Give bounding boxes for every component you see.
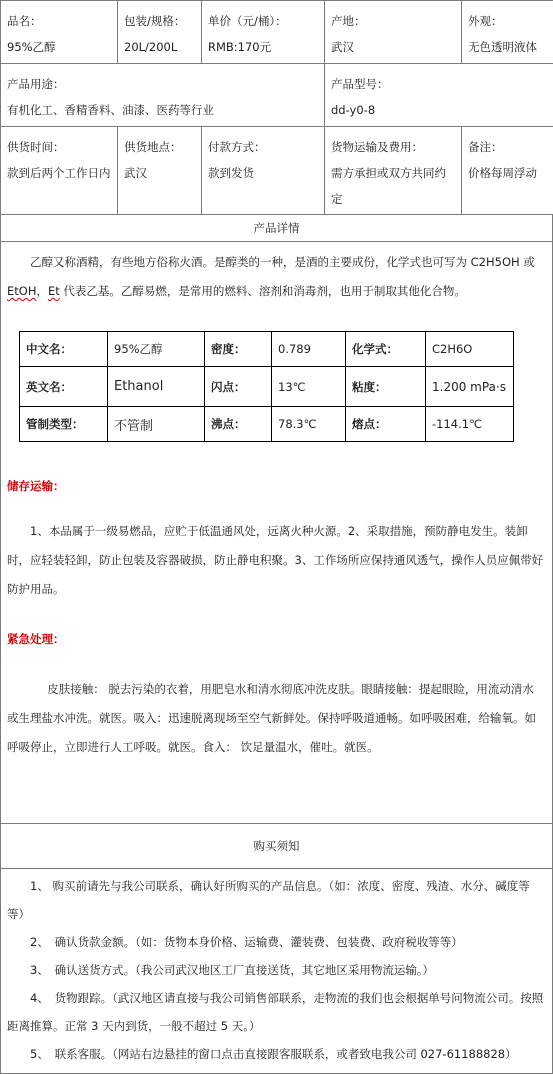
info-value: dd-y0-8	[331, 97, 547, 123]
spec-value: 不管制	[108, 407, 205, 442]
info-cell-origin	[325, 1, 462, 64]
info-label: 产地：	[331, 8, 455, 34]
purchase-item: 1、 购买前请先与我公司联系，确认好所购买的产品信息。（如：浓度、密度、残渣、水分、碱度等等）	[7, 872, 546, 928]
purchase-item: 4、 货物跟踪。（武汉地区请直接与我公司销售部联系，走物流的我们也会根据单号问物流公司。按照距离推算。正常 3 天内到货，一般不超过 5 天。）	[7, 984, 546, 1040]
intro-text-a: 乙醇又称酒精，有些地方俗称火酒。是醇类的一种，是酒的主要成份，化学式也可写为 C2H5OH 或	[30, 255, 535, 269]
info-label: 付款方式：	[208, 134, 318, 160]
spec-key: 粘度：	[346, 367, 426, 407]
intro-text-b1: EtOH	[7, 284, 36, 298]
spec-value: Ethanol	[108, 367, 205, 407]
spec-value: 13℃	[272, 367, 346, 407]
spec-key: 熔点：	[346, 407, 426, 442]
spec-key: 化学式：	[346, 332, 426, 367]
info-label: 品名：	[7, 8, 111, 34]
emergency-heading: 紧急处理：	[7, 631, 65, 647]
info-value: 无色透明液体	[468, 34, 547, 60]
info-cell-appearance	[462, 1, 553, 64]
spec-key: 密度：	[205, 332, 272, 367]
emergency-paragraph: 皮肤接触： 脱去污染的衣着，用肥皂水和清水彻底冲洗皮肤。眼睛接触：提起眼睑，用流动清水或生理盐水冲洗。就医。吸入：迅速脱离现场至空气新鲜处。保持呼吸道通畅。如呼吸困难，给输氧。如呼吸停止，立即进行人工呼吸。就医。食入： 饮足量温水，催吐。就医。	[7, 675, 545, 762]
storage-heading: 储存运输：	[7, 478, 65, 494]
info-cell-price	[202, 1, 325, 64]
spec-value: 0.789	[272, 332, 346, 367]
spec-key: 中文名：	[20, 332, 108, 367]
purchase-item: 3、 确认送货方式。（我公司武汉地区工厂直接送货，其它地区采用物流运输。）	[7, 956, 546, 984]
product-info-table	[0, 0, 553, 215]
info-cell-name	[1, 1, 118, 64]
intro-text-b2: ，	[36, 284, 48, 298]
info-cell-remark	[462, 127, 553, 215]
info-value: RMB:170元	[208, 34, 318, 60]
purchase-title: 购买须知	[1, 824, 552, 869]
spec-value: 95%乙醇	[108, 332, 205, 367]
purchase-list	[1, 869, 552, 1068]
info-cell-model	[325, 64, 553, 127]
info-label: 货物运输及费用：	[331, 134, 455, 160]
purchase-item: 2、 确认货款金额。（如：货物本身价格、运输费、灌装费、包装费、政府税收等等）	[7, 928, 546, 956]
storage-paragraph: 1、本品属于一级易燃品，应贮于低温通风处，远离火种火源。2、采取措施，预防静电发生。装卸时，应轻装轻卸，防止包装及容器破损，防止静电积聚。3、工作场所应保持通风透气，操作人员应佩带好防护用品。	[7, 517, 545, 604]
info-label: 单价（元/桶）：	[208, 8, 318, 34]
spec-value: C2H6O	[426, 332, 514, 367]
info-value: 武汉	[331, 34, 455, 60]
info-label: 备注：	[468, 134, 547, 160]
info-cell-shipping	[325, 127, 462, 215]
purchase-section	[0, 823, 553, 1074]
spec-key: 沸点：	[205, 407, 272, 442]
info-value: 款到后两个工作日内	[7, 160, 111, 186]
info-cell-package	[118, 1, 202, 64]
intro-paragraph	[7, 248, 546, 306]
info-value: 武汉	[124, 160, 195, 186]
intro-text-b3: Et	[48, 284, 60, 298]
info-label: 外观：	[468, 8, 547, 34]
info-value: 有机化工、香精香料、油漆、医药等行业	[7, 97, 318, 123]
info-label: 供货地点：	[124, 134, 195, 160]
info-cell-usage	[1, 64, 325, 127]
info-label: 产品用途：	[7, 71, 318, 97]
info-value: 款到发货	[208, 160, 318, 186]
spec-value: 1.200 mPa·s	[426, 367, 514, 407]
spec-key: 闪点：	[205, 367, 272, 407]
info-value: 20L/200L	[124, 34, 195, 60]
spec-value: -114.1℃	[426, 407, 514, 442]
info-cell-supply-place	[118, 127, 202, 215]
info-label: 产品型号：	[331, 71, 547, 97]
purchase-item: 5、 联系客服。（网站右边悬挂的窗口点击直接跟客服联系，或者致电我公司 027-61188828）	[7, 1040, 546, 1068]
spec-key: 管制类型：	[20, 407, 108, 442]
info-cell-payment	[202, 127, 325, 215]
info-value: 95%乙醇	[7, 34, 111, 60]
spec-value: 78.3℃	[272, 407, 346, 442]
details-title: 产品详情	[1, 215, 552, 242]
info-cell-supply-time	[1, 127, 118, 215]
info-label: 包装/规格：	[124, 8, 195, 34]
spec-key: 英文名：	[20, 367, 108, 407]
info-value: 价格每周浮动	[468, 160, 547, 186]
spec-table	[19, 331, 514, 442]
info-label: 供货时间：	[7, 134, 111, 160]
info-value: 需方承担或双方共同约定	[331, 160, 455, 212]
intro-text-c: 代表乙基。乙醇易燃，是常用的燃料、溶剂和消毒剂，也用于制取其他化合物。	[60, 284, 466, 298]
product-details-section	[0, 214, 553, 824]
